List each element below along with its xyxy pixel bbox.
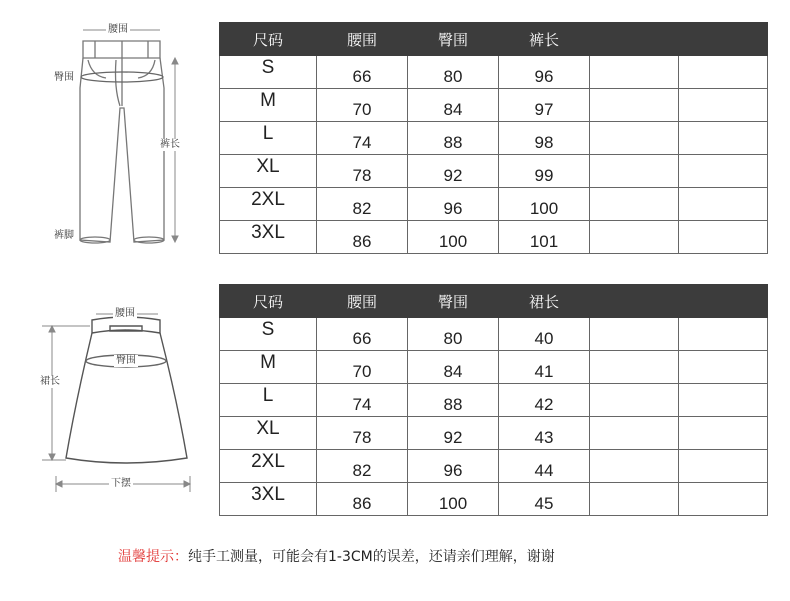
waist-cell: 66	[317, 56, 408, 89]
table-row	[220, 221, 768, 254]
table-row	[220, 188, 768, 221]
empty-cell	[679, 155, 768, 188]
length-cell: 41	[499, 351, 590, 384]
hip-cell: 92	[408, 417, 499, 450]
hip-cell: 96	[408, 188, 499, 221]
empty-cell	[590, 221, 679, 254]
size-cell: 3XL	[220, 483, 317, 516]
waist-cell: 74	[317, 122, 408, 155]
size-cell: 2XL	[220, 188, 317, 221]
hip-cell: 88	[408, 384, 499, 417]
length-cell: 101	[499, 221, 590, 254]
header-hip: 臀围	[408, 285, 499, 318]
table-row	[220, 384, 768, 417]
header-length: 裤长	[499, 23, 590, 56]
empty-cell	[679, 483, 768, 516]
table-row	[220, 89, 768, 122]
empty-cell	[679, 122, 768, 155]
size-cell: L	[220, 384, 317, 417]
header-size: 尺码	[220, 285, 317, 318]
length-cell: 96	[499, 56, 590, 89]
length-cell: 99	[499, 155, 590, 188]
table-row	[220, 56, 768, 89]
pants-waist-label: 腰围	[108, 24, 128, 35]
pants-size-table	[219, 22, 768, 254]
skirt-diagram	[30, 300, 205, 500]
hip-cell: 84	[408, 351, 499, 384]
table-header-row	[220, 285, 768, 318]
waist-cell: 86	[317, 483, 408, 516]
header-waist: 腰围	[317, 23, 408, 56]
note-text: 纯手工测量，可能会有1-3CM的误差，还请亲们理解，谢谢	[188, 549, 555, 565]
waist-cell: 86	[317, 221, 408, 254]
waist-cell: 82	[317, 450, 408, 483]
empty-cell	[679, 351, 768, 384]
hip-cell: 100	[408, 483, 499, 516]
length-cell: 98	[499, 122, 590, 155]
empty-cell	[679, 188, 768, 221]
table-row	[220, 450, 768, 483]
skirt-hip-label: 臀围	[116, 355, 136, 366]
size-cell: S	[220, 56, 317, 89]
header-waist: 腰围	[317, 285, 408, 318]
pants-diagram	[40, 18, 190, 253]
empty-cell	[590, 122, 679, 155]
empty-cell	[590, 56, 679, 89]
empty-cell	[590, 450, 679, 483]
empty-cell	[679, 450, 768, 483]
hip-cell: 92	[408, 155, 499, 188]
empty-cell	[679, 384, 768, 417]
length-cell: 97	[499, 89, 590, 122]
header-empty	[679, 285, 768, 318]
empty-cell	[590, 483, 679, 516]
table-row	[220, 155, 768, 188]
header-empty	[590, 285, 679, 318]
header-length: 裙长	[499, 285, 590, 318]
hip-cell: 84	[408, 89, 499, 122]
skirt-illustration	[30, 300, 205, 500]
header-hip: 臀围	[408, 23, 499, 56]
waist-cell: 82	[317, 188, 408, 221]
pants-hem-label: 裤脚	[54, 230, 74, 241]
waist-cell: 78	[317, 417, 408, 450]
hip-cell: 100	[408, 221, 499, 254]
size-cell: S	[220, 318, 317, 351]
empty-cell	[679, 417, 768, 450]
table-row	[220, 351, 768, 384]
empty-cell	[679, 89, 768, 122]
empty-cell	[679, 221, 768, 254]
empty-cell	[590, 155, 679, 188]
empty-cell	[679, 318, 768, 351]
header-size: 尺码	[220, 23, 317, 56]
size-cell: M	[220, 89, 317, 122]
empty-cell	[590, 188, 679, 221]
note-lead: 温馨提示：	[118, 549, 188, 565]
pants-hip-label: 臀围	[54, 72, 74, 83]
waist-cell: 70	[317, 89, 408, 122]
hip-cell: 80	[408, 318, 499, 351]
hip-cell: 80	[408, 56, 499, 89]
hip-cell: 96	[408, 450, 499, 483]
size-cell: L	[220, 122, 317, 155]
pants-illustration	[40, 18, 190, 253]
table-row	[220, 483, 768, 516]
empty-cell	[590, 89, 679, 122]
length-cell: 100	[499, 188, 590, 221]
pants-length-label: 裤长	[160, 139, 180, 150]
length-cell: 43	[499, 417, 590, 450]
length-cell: 45	[499, 483, 590, 516]
size-cell: 3XL	[220, 221, 317, 254]
waist-cell: 78	[317, 155, 408, 188]
measurement-note	[118, 546, 555, 566]
skirt-waist-label: 腰围	[115, 308, 135, 319]
waist-cell: 66	[317, 318, 408, 351]
size-cell: XL	[220, 417, 317, 450]
skirt-length-label: 裙长	[40, 376, 60, 387]
table-row	[220, 318, 768, 351]
size-cell: 2XL	[220, 450, 317, 483]
size-cell: M	[220, 351, 317, 384]
header-empty	[590, 23, 679, 56]
empty-cell	[590, 417, 679, 450]
empty-cell	[590, 318, 679, 351]
header-empty	[679, 23, 768, 56]
size-cell: XL	[220, 155, 317, 188]
skirt-size-table	[219, 284, 768, 516]
length-cell: 42	[499, 384, 590, 417]
empty-cell	[679, 56, 768, 89]
waist-cell: 74	[317, 384, 408, 417]
table-row	[220, 417, 768, 450]
skirt-hem-label: 下摆	[111, 478, 131, 489]
table-header-row	[220, 23, 768, 56]
table-row	[220, 122, 768, 155]
length-cell: 44	[499, 450, 590, 483]
length-cell: 40	[499, 318, 590, 351]
waist-cell: 70	[317, 351, 408, 384]
empty-cell	[590, 384, 679, 417]
empty-cell	[590, 351, 679, 384]
hip-cell: 88	[408, 122, 499, 155]
